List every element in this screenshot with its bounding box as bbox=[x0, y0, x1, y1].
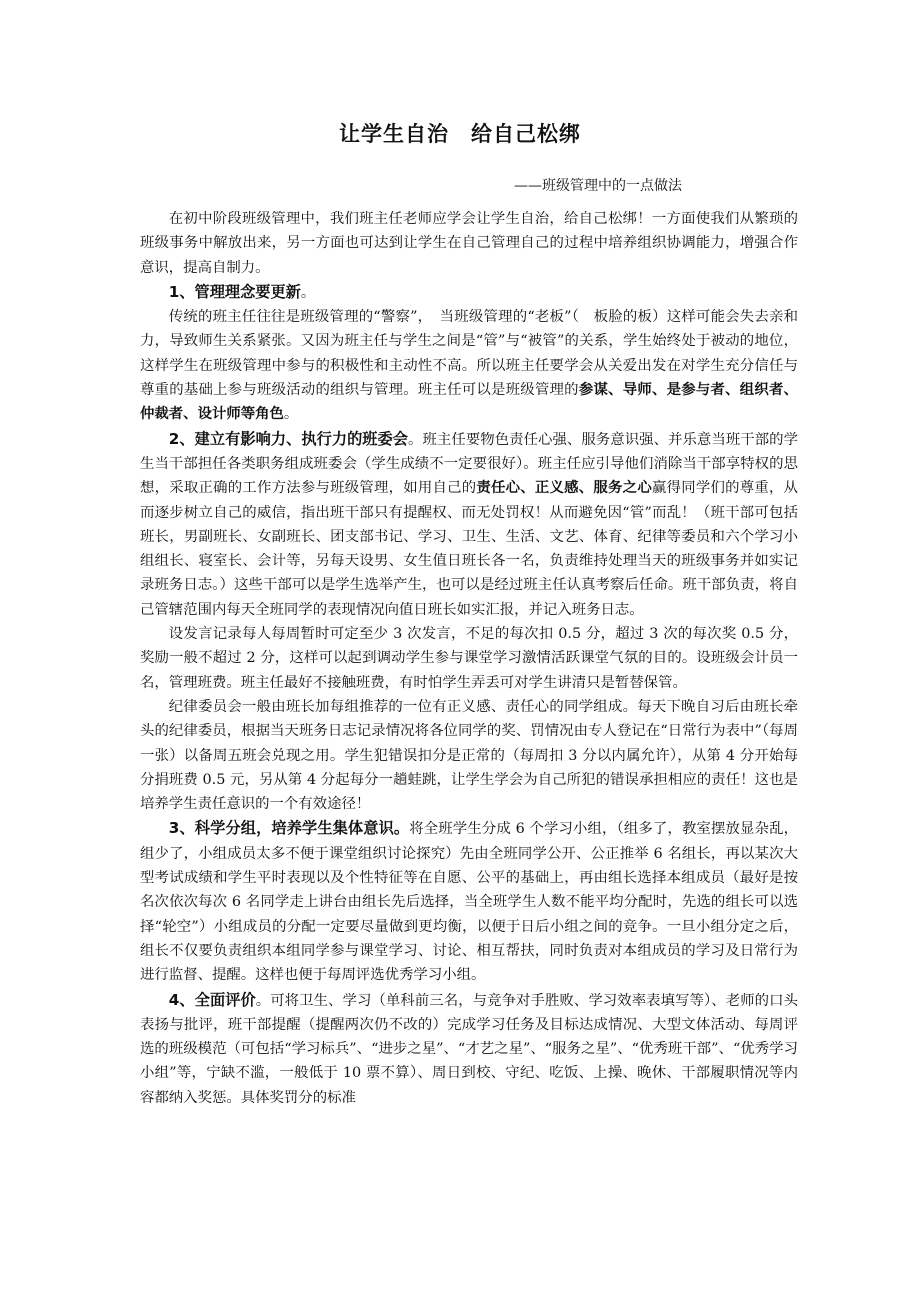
section-1-heading: 1、管理理念要更新 bbox=[168, 282, 301, 301]
section-2-text-1: 。班主任要物色责任心强、服务意识强、并乐意当班干部的学生当干部担任各类职务组成班委会（学生成绩不一定要很好）。班主任应引导他们消除当干部享特权的思想，采取正确的工作方法参与班级管理，如用自己的 bbox=[140, 431, 798, 497]
section-2-paragraph bbox=[140, 427, 798, 622]
section-1-bold-roles: 参谋、导师、是参与者、组织者、仲裁者、设计师等角色 bbox=[140, 382, 798, 423]
speech-record-paragraph: 设发言记录每人每周暂时可定至少 3 次发言，不足的每次扣 0.5 分，超过 3 次的每次奖 0.5 分，奖励一般不超过 2 分，这样可以起到调动学生参与课堂学习激情活跃课堂气氛的目的。设班级会计员一名，管理班费。班主任最好不接触班费，有时怕学生弄丢可对学生讲清只是暂替保管。 bbox=[140, 626, 798, 691]
section-1-paragraph bbox=[140, 305, 798, 426]
section-3-text: 将全班学生分成 6 个学习小组，（组多了，教室摆放显杂乱，组少了，小组成员太多不便于课堂组织讨论探究）先由全班同学公开、公正推举 6 名组长，再以某次大型考试成绩和学生平时表现以及个性特征等在自愿、公平的基础上，再由组长选择本组成员（最好是按名次依次每次 6 名同学走上讲台由组长先后选择，当全班学生人数不能平均分配时，先选的组长可以选择“轮空”）小组成员的分配一定要尽量做到更均衡，以便于日后小组之间的竞争。一旦小组分定之后，组长不仅要负责组织本组同学参与课堂学习、讨论、相互帮扶，同时负责对本组成员的学习及日常行为进行监督、提醒。这样也便于每周评选优秀学习小组。 bbox=[140, 821, 798, 984]
document-subtitle: ——班级管理中的一点做法 bbox=[514, 178, 682, 194]
document-title: 让学生自治 给自己松绑 bbox=[339, 122, 581, 146]
section-2-heading: 2、建立有影响力、执行力的班委会 bbox=[168, 429, 409, 448]
section-3-paragraph bbox=[140, 816, 798, 987]
section-1-tail: 。 bbox=[283, 406, 299, 423]
section-4-paragraph bbox=[140, 988, 798, 1110]
section-4-text: 。可将卫生、学习（单科前三名，与竞争对手胜败、学习效率表填写等）、老师的口头表扬与批评，班干部提醒（提醒两次仍不改的）完成学习任务及目标达成情况、大型文体活动、每周评选的班级模范（可包括“学习标兵”、“进步之星”、“才艺之星”、“服务之星”、“优秀班干部”、“优秀学习小组”等，宁缺不滥，一般低于 10 票不算）、周日到校、守纪、吃饭、上操、晚休、干部履职情况等内容都纳入奖惩。具体奖罚分的标准 bbox=[140, 992, 798, 1106]
section-2-bold-qualities: 责任心、正义感、服务之心 bbox=[476, 480, 652, 497]
discipline-committee-paragraph: 纪律委员会一般由班长加每组推荐的一位有正义感、责任心的同学组成。每天下晚自习后由班长牵头的纪律委员，根据当天班务日志记录情况将各位同学的奖、罚情况由专人登记在“日常行为表中”（每周一张）以备周五班会兑现之用。学生犯错误扣分是正常的（每周扣 3 分以内属允许），从第 4 分开始每分捐班费 0.5 元，另从第 4 分起每分一趟蛙跳，让学生学会为自己所犯的错误承担相应的责任！这也是培养学生责任意识的一个有效途径！ bbox=[140, 698, 798, 813]
section-2-text-2: 赢得同学们的尊重，从而逐步树立自己的威信，指出班干部只有提醒权、而无处罚权！从而避免因“管”而乱！（班干部可包括班长，男副班长、女副班长、团支部书记、学习、卫生、生活、文艺、体育、纪律等委员和六个学习小组组长、寝室长、会计等，另每天设男、女生值日班长各一名，负责维持处理当天的班级事务并如实记录班务日志。）这些干部可以是学生选举产生，也可以是经过班主任认真考察后任命。班干部负责，将自己管辖范围内每天全班同学的表现情况向值日班长如实汇报，并记入班务日志。 bbox=[140, 480, 798, 618]
document-body bbox=[140, 207, 798, 1110]
section-1-text: 传统的班主任往往是班级管理的“警察”， 当班级管理的“老板”（ 板脸的板）这样可能会失去亲和力，导致师生关系紧张。又因为班主任与学生之间是“管”与“被管”的关系，学生始终处于被动的地位，这样学生在班级管理中参与的积极性和主动性不高。所以班主任要学会从关爱出发在对学生充分信任与尊重的基础上参与班级活动的组织与管理。班主任可以是班级管理的 bbox=[140, 309, 798, 399]
section-1-heading-tail: 。 bbox=[300, 284, 316, 301]
section-1-heading-paragraph bbox=[140, 280, 798, 305]
section-4-heading: 4、全面评价 bbox=[168, 990, 256, 1009]
section-3-heading: 3、科学分组，培养学生集体意识。 bbox=[168, 819, 410, 838]
intro-paragraph: 在初中阶段班级管理中，我们班主任老师应学会让学生自治，给自己松绑！一方面使我们从繁琐的班级事务中解放出来，另一方面也可达到让学生在自己管理自己的过程中培养组织协调能力，增强合作意识，提高自制力。 bbox=[140, 211, 798, 276]
